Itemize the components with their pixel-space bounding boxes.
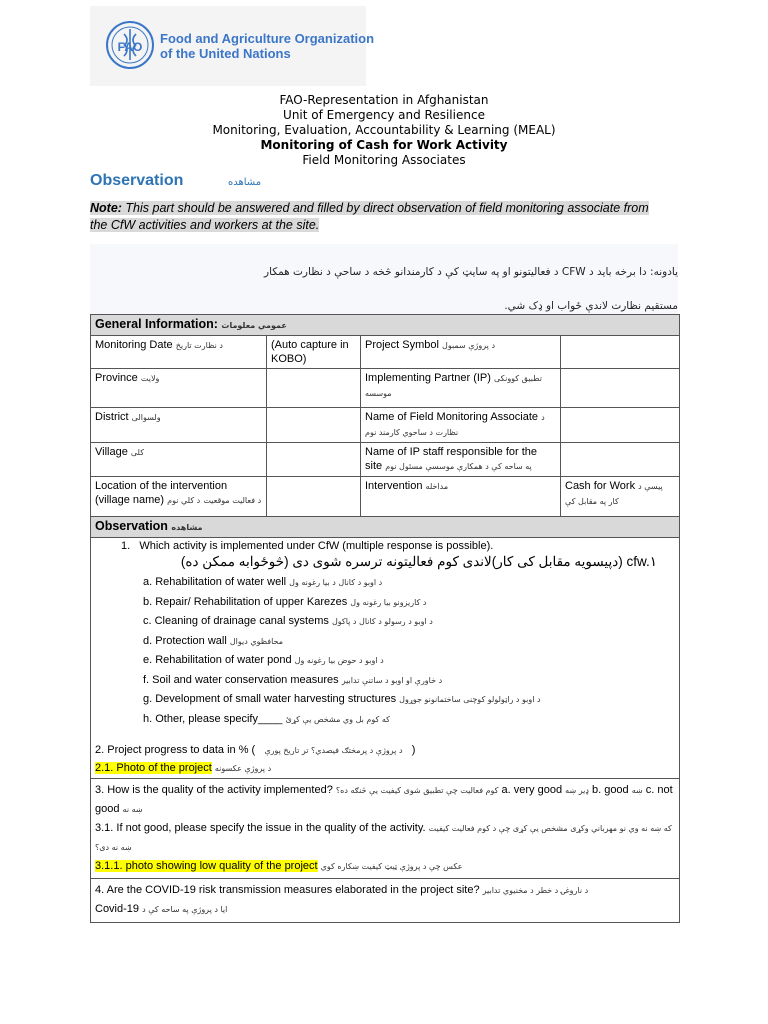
question-4-covid: Covid-19 ایا د پروژې په ساحه کې د xyxy=(95,903,228,915)
question-3-cell xyxy=(91,779,680,879)
general-info-heading: General Information: عمومي معلومات xyxy=(91,315,680,336)
observation-title: Observation xyxy=(90,172,184,189)
list-item[interactable]: a. Rehabilitation of water well د اوبو د کانال د بیا رغونه ول xyxy=(143,576,383,588)
monitoring-date-label: Monitoring Date د نظارت تاریخ xyxy=(91,336,267,369)
province-label: Province ولایت xyxy=(91,369,267,408)
header-line-2: Unit of Emergency and Resilience xyxy=(283,108,485,122)
province-field[interactable] xyxy=(267,369,361,408)
auto-capture-note: (Auto capture in KOBO) xyxy=(267,336,361,369)
document-title: Monitoring of Cash for Work Activity xyxy=(260,138,508,152)
ip-staff-label: Name of IP staff responsible for the site په ساحه کې د همکارې موسسې مسئول نوم xyxy=(361,443,561,477)
note-paragraph: Note: This part should be answered and filled by direct observation of field monitoring associate from the CfW activities and workers at the site. xyxy=(90,201,649,232)
general-info-header-row xyxy=(91,315,680,336)
table-row xyxy=(91,336,680,369)
header-subtitle: Field Monitoring Associates xyxy=(302,153,466,167)
question-1-cell xyxy=(91,538,680,779)
list-item[interactable]: g. Development of small water harvesting structures د اوبو د راټولولو کوچنی ساختمانونو جوړول xyxy=(143,693,541,705)
monitoring-form-table xyxy=(90,314,680,923)
table-row xyxy=(91,408,680,443)
observation-title-pashto: مشاهده xyxy=(228,177,262,188)
svg-text:FAO: FAO xyxy=(117,40,143,54)
question-4-row xyxy=(91,879,680,923)
intervention-label: Intervention مداخله xyxy=(361,477,561,517)
question-3-text: 3. How is the quality of the activity implemented? کوم فعالیت چې تطبیق شوی کیفیت یې څنګه ده؟ a. very good ډیر ښه b. good ښه c. not good ښه نه xyxy=(95,784,673,815)
question-3-row xyxy=(91,779,680,879)
list-item[interactable]: h. Other, please specify____ که کوم بل وي مشخص یې کړئ xyxy=(143,712,390,725)
list-item[interactable]: f. Soil and water conservation measures د خاورې او اوبو د ساتنې تدابیر xyxy=(143,673,443,686)
fao-emblem-icon xyxy=(105,20,155,70)
table-row xyxy=(91,443,680,477)
question-1-text: 1. Which activity is implemented under CfW (multiple response is possible). xyxy=(121,540,494,552)
list-item[interactable]: b. Repair/ Rehabilitation of upper Karezes د کاریزونو بیا رغونه ول xyxy=(143,595,427,608)
village-label: Village کلی xyxy=(91,443,267,477)
list-item[interactable]: c. Cleaning of drainage canal systems د اوبو د رسولو د کانال د پاکول xyxy=(143,615,433,627)
implementing-partner-label: Implementing Partner (IP) تطبیق کوونکی موسسه xyxy=(361,369,561,408)
header-line-3: Monitoring, Evaluation, Accountability & Learning (MEAL) xyxy=(212,123,556,137)
ip-staff-field[interactable] xyxy=(561,443,680,477)
implementing-partner-field[interactable] xyxy=(561,369,680,408)
table-row xyxy=(91,477,680,517)
question-1-row xyxy=(91,538,680,779)
location-field[interactable] xyxy=(267,477,361,517)
activity-options-list xyxy=(95,573,675,729)
list-item[interactable]: e. Rehabilitation of water pond د اوبو د حوض بیا رغونه ول xyxy=(143,654,384,666)
project-symbol-field[interactable] xyxy=(561,336,680,369)
question-4-text: 4. Are the COVID-19 risk transmission measures elaborated in the project site? د ناروغۍ د خطر د مخنیوي تدابیر xyxy=(95,884,589,896)
observation-header-row xyxy=(91,517,680,538)
observation-section-heading: Observation مشاهده xyxy=(91,517,680,538)
intervention-value: Cash for Work پیسې د کار په مقابل کې xyxy=(561,477,680,517)
question-2-1-text: 2.1. Photo of the project د پروژې عکسونه xyxy=(95,762,272,774)
location-label: Location of the intervention (village name) د فعالیت موقعیت د کلي نوم xyxy=(91,477,267,517)
fma-name-label: Name of Field Monitoring Associate د نظارت د ساحوي کارمند نوم xyxy=(361,408,561,443)
question-2-text: 2. Project progress to data in % ( د پروژې د پرمختګ فیصدي؟ تر تاریخ پورې ) xyxy=(95,744,416,756)
pashto-note-line-1: یادونه: دا برخه باید د CFW د فعالیتونو او په سایټ کې د کارمندانو څخه د ساحې د نظارت همکار xyxy=(264,266,678,278)
project-symbol-label: Project Symbol د پروژې سمبول xyxy=(361,336,561,369)
village-field[interactable] xyxy=(267,443,361,477)
list-item[interactable]: d. Protection wall محافظوي دیوال xyxy=(143,634,283,647)
question-1-pashto: cfw.۱ (دپیسویه مقابل کی کار)لاندی کوم فعالیتونه ترسره شوی دی (څوځوابه ممکن ده) xyxy=(180,554,658,569)
question-3-1-text: 3.1. If not good, please specify the issue in the quality of the activity. که ښه نه وي نو مهرباني وکړی مشخص یې کړی چې د کوم فعالیت کیفیت ښه نه دی؟ xyxy=(95,822,672,852)
table-row xyxy=(91,369,680,408)
pashto-note-line-2: مستقیم نظارت لاندې ځواب او ډک شي. xyxy=(504,300,678,312)
question-4-cell xyxy=(91,879,680,923)
header-line-1: FAO-Representation in Afghanistan xyxy=(279,93,489,107)
district-label: District ولسوالی xyxy=(91,408,267,443)
org-name: Food and Agriculture Organization of the United Nations xyxy=(160,31,375,61)
fma-name-field[interactable] xyxy=(561,408,680,443)
question-3-1-1-text: 3.1.1. photo showing low quality of the project عکس چې د پروژې ټیټ کیفیت ښکاره کوي xyxy=(95,860,463,872)
district-field[interactable] xyxy=(267,408,361,443)
